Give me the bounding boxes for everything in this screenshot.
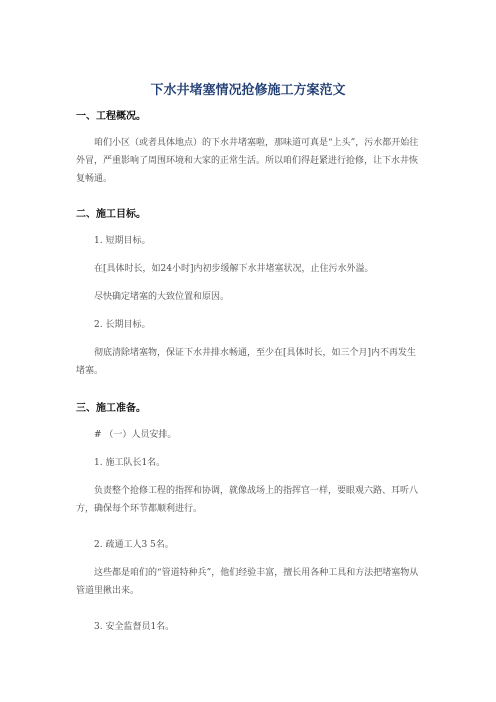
personnel-item-workers: 2. 疏通工人3 5名。 — [94, 540, 174, 550]
subheading-personnel: # （一）人员安排。 — [94, 430, 177, 440]
section-heading-overview: 一、工程概况。 — [76, 111, 146, 122]
workers-paragraph: 这些都是咱们的“管道特种兵”，他们经验丰富，擅长用各种工具和方法把堵塞物从管道里揪出来。 — [76, 568, 419, 596]
leader-paragraph: 负责整个抢修工程的指挥和协调，就像战场上的指挥官一样，要眼观六路、耳听八方，确保每个环节都顺利进行。 — [76, 486, 419, 514]
section-heading-preparation: 三、施工准备。 — [76, 403, 146, 414]
long-term-paragraph: 彻底清除堵塞物，保证下水井排水畅通，至少在[具体时长，如三个月]内不再发生堵塞。 — [76, 348, 417, 376]
section-heading-goals: 二、施工目标。 — [76, 209, 146, 220]
document-title: 下水井堵塞情况抢修施工方案范文 — [150, 83, 346, 98]
short-term-paragraph-1: 在[具体时长，如24小时]内初步缓解下水井堵塞状况，止住污水外溢。 — [94, 264, 374, 274]
personnel-item-leader: 1. 施工队长1名。 — [94, 458, 166, 468]
goal-item-short-term: 1. 短期目标。 — [94, 236, 151, 246]
personnel-item-safety: 3. 安全监督员1名。 — [94, 622, 175, 632]
overview-paragraph: 咱们小区（或者具体地点）的下水井堵塞啦，那味道可真是“上头”，污水都开始往外冒，严重影响了周围环境和大家的正常生活。所以咱们得赶紧进行抢修，让下水井恢复畅通。 — [76, 138, 419, 184]
short-term-paragraph-2: 尽快确定堵塞的大致位置和原因。 — [94, 292, 230, 302]
goal-item-long-term: 2. 长期目标。 — [94, 320, 151, 330]
